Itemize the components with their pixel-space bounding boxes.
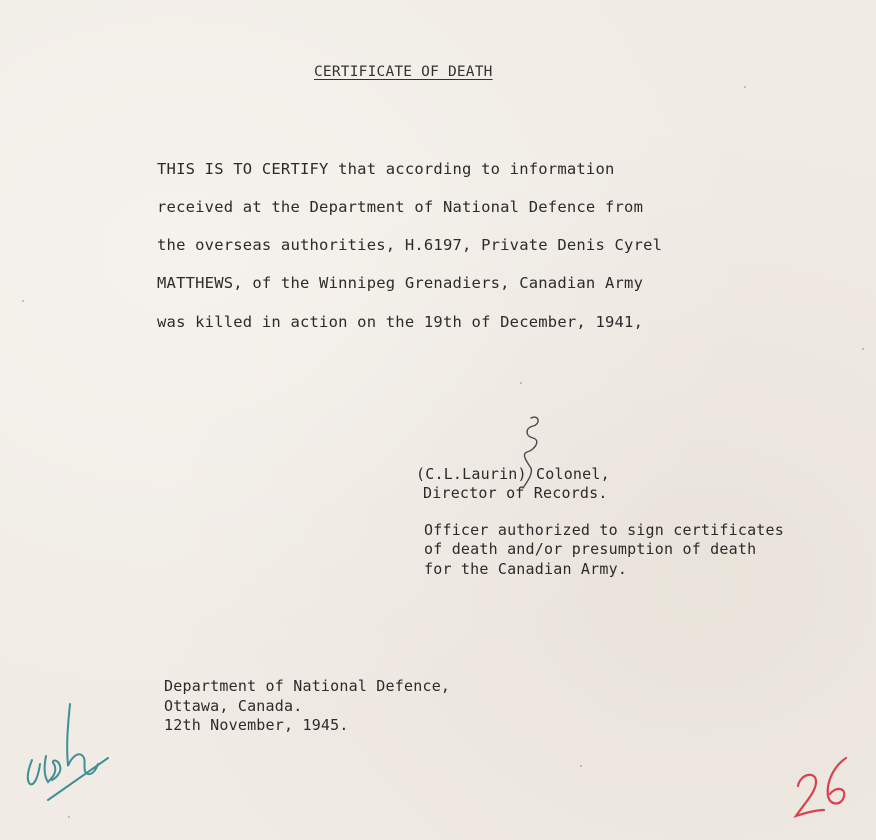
note-line: of death and/or presumption of death [424, 540, 757, 558]
initial-stroke [28, 760, 40, 784]
paper-speck [68, 816, 70, 818]
paper-speck [580, 765, 582, 767]
initial-underline [48, 758, 108, 800]
body-line: received at the Department of National Defence from [157, 198, 644, 216]
document-title: CERTIFICATE OF DEATH [314, 64, 493, 80]
initial-stroke [45, 756, 61, 782]
handwritten-page-number [790, 752, 860, 824]
signatory-title: Director of Records. [423, 484, 608, 502]
paper-speck [744, 86, 746, 88]
digit-two [796, 775, 824, 816]
handwritten-initials [18, 700, 118, 805]
note-line: Officer authorized to sign certificates [424, 521, 784, 539]
footer-line: Department of National Defence, [164, 677, 451, 695]
initial-stroke [67, 704, 98, 774]
body-line: was killed in action on the 19th of December, 1941, [157, 313, 644, 331]
digit-six [828, 758, 846, 804]
body-line: the overseas authorities, H.6197, Private Denis Cyrel [157, 236, 663, 254]
footer-date: 12th November, 1945. [164, 716, 349, 734]
signatory-name: (C.L.Laurin) Colonel, [416, 465, 610, 483]
paper-speck [862, 348, 864, 350]
paper-speck [520, 382, 522, 384]
paper-speck [22, 300, 24, 302]
note-line: for the Canadian Army. [424, 560, 628, 578]
body-line: MATTHEWS, of the Winnipeg Grenadiers, Canadian Army [157, 274, 644, 292]
footer-line: Ottawa, Canada. [164, 697, 303, 715]
body-line: THIS IS TO CERTIFY that according to information [157, 160, 615, 178]
